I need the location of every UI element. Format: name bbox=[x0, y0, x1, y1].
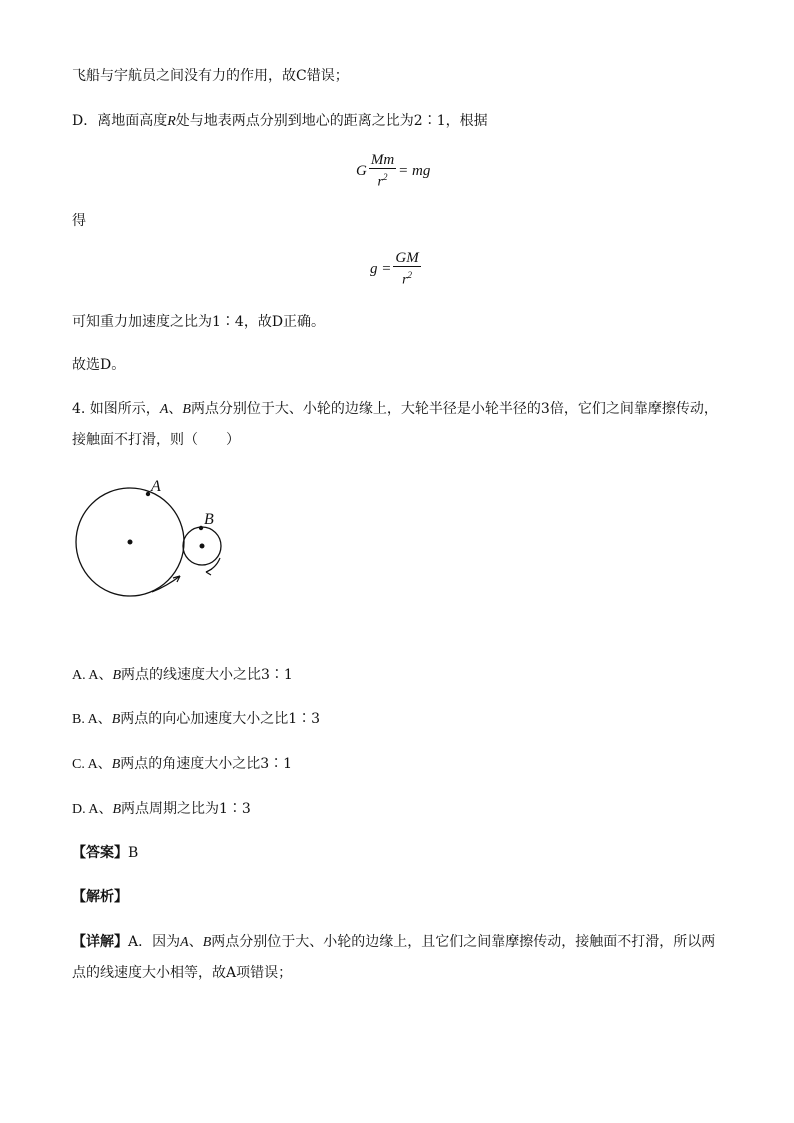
small-wheel-arrow bbox=[206, 558, 220, 572]
option-b: B. A、B两点的向心加速度大小之比1∶3 bbox=[72, 711, 321, 727]
formula-gravity: G $\frac{Mm}{r^2}$ = mg bbox=[356, 152, 431, 190]
option-a: A. A、B两点的线速度大小之比3∶1 bbox=[72, 667, 293, 683]
small-wheel-center bbox=[200, 544, 205, 549]
detail-line-2: 点的线速度大小相等，故A项错误； bbox=[72, 965, 293, 981]
paragraph-3: 得 bbox=[72, 213, 86, 229]
formula-g: g = $\frac{GM}{r^2}$ bbox=[370, 250, 419, 288]
option-c: C. A、B两点的角速度大小之比3∶1 bbox=[72, 756, 293, 772]
wheels-diagram bbox=[70, 476, 240, 606]
point-b bbox=[199, 526, 203, 530]
question-line-1: 4. 如图所示，A、B两点分别位于大、小轮的边缘上，大轮半径是小轮半径的3倍，它们之间靠摩擦传动， bbox=[72, 401, 718, 417]
large-wheel-center bbox=[128, 540, 133, 545]
large-wheel-arrow bbox=[152, 576, 180, 592]
detail-line-1: 【详解】A．因为A、B两点分别位于大、小轮的边缘上，且它们之间靠摩擦传动，接触面不打滑，所以两 bbox=[72, 934, 716, 950]
answer: 【答案】B bbox=[72, 845, 139, 861]
point-a bbox=[146, 492, 150, 496]
paragraph-1: 飞船与宇航员之间没有力的作用，故C错误； bbox=[72, 68, 349, 84]
wheels-figure bbox=[70, 476, 240, 610]
option-d: D. A、B两点周期之比为1∶3 bbox=[72, 801, 251, 817]
fraction: $\frac{Mm}{r^2}$ bbox=[370, 152, 395, 190]
paragraph-5: 故选D。 bbox=[72, 357, 126, 373]
paragraph-4: 可知重力加速度之比为1∶4，故D正确。 bbox=[72, 314, 326, 330]
analysis-label: 【解析】 bbox=[72, 889, 128, 905]
label-a: A bbox=[151, 478, 161, 495]
question-line-2: 接触面不打滑，则（ ） bbox=[72, 432, 240, 448]
paragraph-2: D．离地面高度R处与地表两点分别到地心的距离之比为2∶1，根据 bbox=[72, 113, 488, 129]
label-b: B bbox=[204, 511, 214, 528]
fraction: $\frac{GM}{r^2}$ bbox=[395, 250, 419, 288]
small-arrow-head bbox=[206, 569, 212, 575]
